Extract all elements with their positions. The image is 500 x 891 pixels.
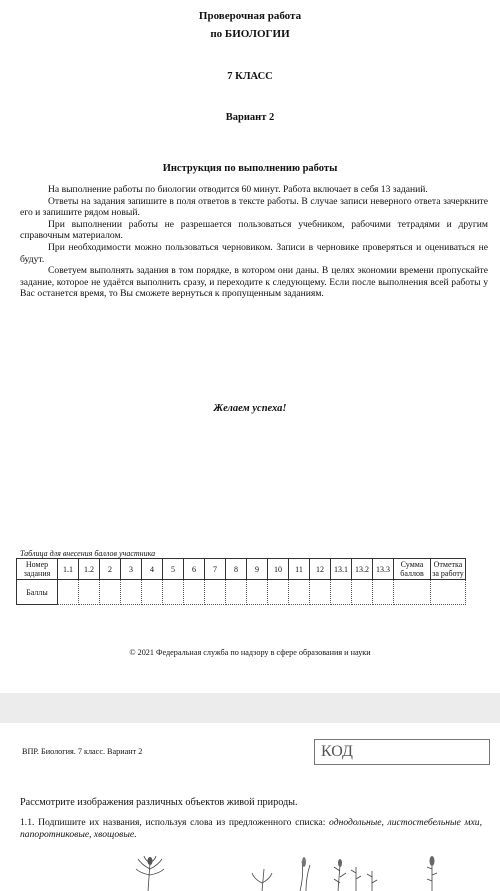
grade-cell[interactable] [431,580,466,605]
task-intro: Рассмотрите изображения различных объектов живой природы. [20,797,298,808]
grade-header: Отметка за работу [432,560,464,578]
score-cell[interactable] [205,580,226,605]
task-number-cell: 5 [163,559,184,580]
task-number-cell: 11 [289,559,310,580]
doc-title-line2: по БИОЛОГИИ [210,28,290,40]
plant-illustrations [0,855,500,891]
task-1-1-end: . [134,829,137,840]
score-table-header-label: Номер задания [17,559,58,580]
grade-label: 7 КЛАСС [227,71,273,82]
score-cell[interactable] [184,580,205,605]
task-number-cell: 13.3 [373,559,394,580]
task-number-cell: 13.2 [352,559,373,580]
task-number-cell: 3 [121,559,142,580]
task-number-cell: 10 [268,559,289,580]
score-table [16,558,466,605]
score-cell[interactable] [226,580,247,605]
task-number-cell: 2 [100,559,121,580]
running-header: ВПР. Биология. 7 класс. Вариант 2 [22,747,143,756]
score-cell[interactable] [121,580,142,605]
score-table-caption: Таблица для внесения баллов участника [20,549,156,558]
score-cell[interactable] [58,580,79,605]
score-cell[interactable] [100,580,121,605]
code-field[interactable]: КОД [314,739,490,765]
instruction-paragraph: При выполнении работы не разрешается пользоваться учебником, рабочими тетрадями и другим справочным материалом. [20,218,488,242]
total-score-cell[interactable] [394,580,431,605]
score-cell[interactable] [247,580,268,605]
instruction-paragraph: Советуем выполнять задания в том порядке, в котором они даны. В целях экономии времени пропускайте задание, которое не удаётся выполнить сразу, и переходите к следующему. Если после выполнения всей работы у Вас останется время, то Вы сможете вернуться к пропущенным заданиям. [20,265,488,300]
task-number-cell: 1.1 [58,559,79,580]
score-cell[interactable] [79,580,100,605]
task-number-cell: 1.2 [79,559,100,580]
task-number-cell: 9 [247,559,268,580]
instructions-body [20,184,488,300]
instructions-title: Инструкция по выполнению работы [162,163,338,174]
task-1-1-text: 1.1. Подпишите их названия, используя слова из предложенного списка: [20,817,330,828]
task-1-1 [20,817,482,841]
score-cell[interactable] [142,580,163,605]
instruction-paragraph: При необходимости можно пользоваться черновиком. Записи в черновике проверяться и оцениваться не будут. [20,241,488,265]
task-number-cell: 13.1 [331,559,352,580]
score-cell[interactable] [163,580,184,605]
score-row-label: Баллы [17,580,58,605]
instruction-paragraph: Ответы на задания запишите в поля ответов в тексте работы. В случае записи неверного ответа зачеркните его и запишите рядом новый. [20,195,488,219]
score-cell[interactable] [352,580,373,605]
doc-title-line1: Проверочная работа [198,10,302,22]
score-cell[interactable] [310,580,331,605]
moss-capsule [148,857,153,865]
task-1-1-word-list: однодольные, листостебельные мхи, папоротниковые, хвощовые [20,817,482,840]
page-separator [0,693,500,723]
copyright-footer: © 2021 Федеральная служба по надзору в сфере образования и науки [129,648,371,657]
task-number-cell: 6 [184,559,205,580]
task-number-cell: 7 [205,559,226,580]
score-cell[interactable] [268,580,289,605]
task-number-cell: 8 [226,559,247,580]
score-cell[interactable] [373,580,394,605]
total-score-header: Сумма баллов [394,559,431,580]
task-number-cell: 4 [142,559,163,580]
score-cell[interactable] [331,580,352,605]
variant-label: Вариант 2 [225,112,275,123]
wish-text: Желаем успеха! [213,403,287,414]
instruction-paragraph: На выполнение работы по биологии отводится 60 минут. Работа включает в себя 13 заданий. [48,184,428,195]
score-cell[interactable] [289,580,310,605]
task-number-cell: 12 [310,559,331,580]
